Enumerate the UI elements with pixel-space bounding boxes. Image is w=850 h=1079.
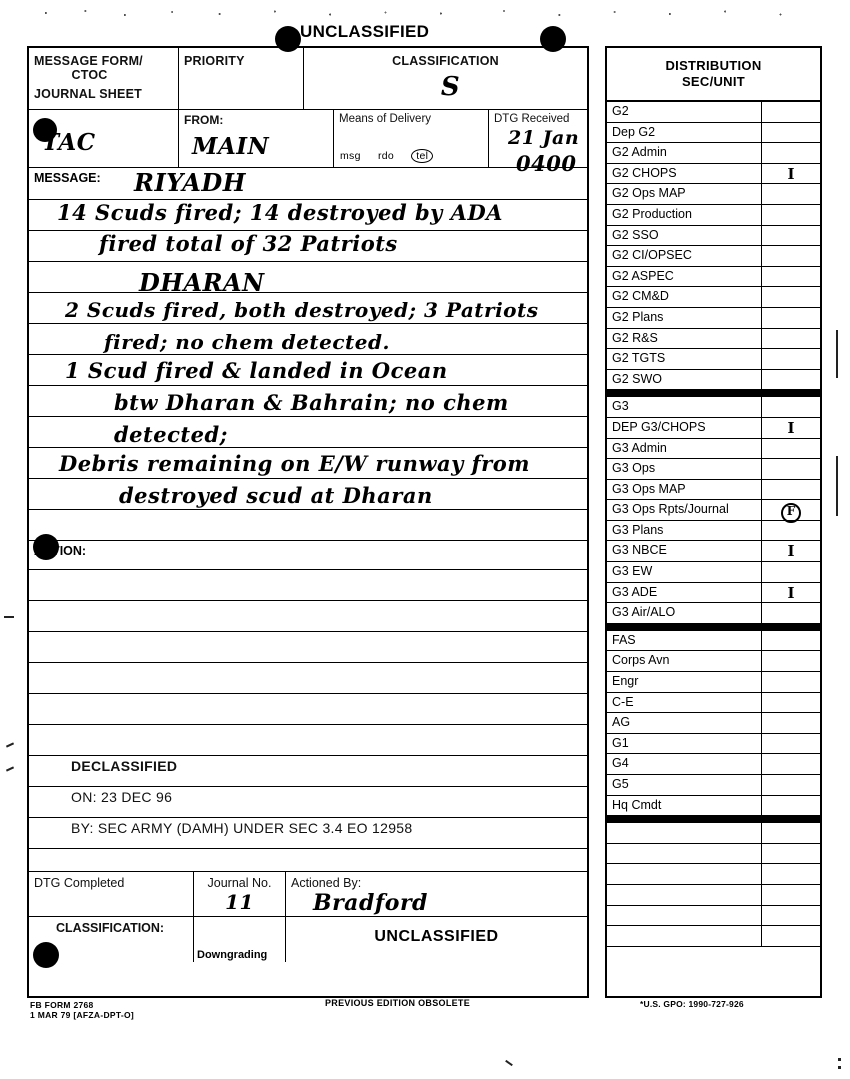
scan-artifact [4,616,14,618]
distribution-row[interactable] [607,102,820,123]
distribution-row-name: C-E [607,693,762,713]
distribution-row-name: Corps Avn [607,651,762,671]
distribution-row[interactable] [607,267,820,288]
message-line-7: 1 Scud fired & landed in Ocean [65,358,448,383]
distribution-row-mark-circled: F [781,503,801,523]
form-title-cell [29,48,179,109]
declassified-line-3: BY: SEC ARMY (DAMH) UNDER SEC 3.4 EO 12958 [71,820,413,836]
message-line-9: detected; [114,422,228,447]
distribution-row[interactable] [607,329,820,350]
distribution-row[interactable] [607,123,820,144]
downgrading-label: Downgrading [197,949,268,961]
distribution-row-name: G2 Production [607,205,762,225]
classification-value: S [440,72,461,102]
distribution-row-mark[interactable] [762,102,820,122]
distribution-row[interactable] [607,500,820,521]
distribution-row-name: G4 [607,754,762,774]
distribution-row-name: G2 [607,102,762,122]
distribution-row-mark[interactable] [762,823,820,843]
message-line-4: DHARAN [139,268,265,297]
distribution-row-mark[interactable] [762,672,820,692]
distribution-row-mark[interactable] [762,864,820,884]
distribution-row-name: G3 Ops Rpts/Journal [607,500,762,520]
distribution-row[interactable] [607,713,820,734]
message-form [27,46,589,998]
distribution-row-mark[interactable] [762,246,820,266]
distribution-row-mark[interactable] [762,631,820,651]
message-line-0: RIYADH [134,168,246,197]
distribution-row-name [607,864,762,884]
distribution-row[interactable] [607,906,820,927]
distribution-row-mark[interactable] [762,651,820,671]
distribution-row[interactable] [607,349,820,370]
classification-banner-top: UNCLASSIFIED [300,22,430,41]
distribution-row[interactable] [607,521,820,542]
distribution-row-name: DEP G3/CHOPS [607,418,762,438]
distribution-row-name [607,885,762,905]
distribution-row-mark[interactable] [762,775,820,795]
classification-cell[interactable] [304,48,587,109]
distribution-row-mark[interactable] [762,500,820,520]
means-of-delivery-options[interactable] [340,149,447,163]
distribution-row[interactable] [607,418,820,439]
distribution-row-name: G2 CHOPS [607,164,762,184]
distribution-row-name: G1 [607,734,762,754]
distribution-row-name: Hq Cmdt [607,796,762,816]
message-line-11: destroyed scud at Dharan [119,483,433,508]
message-line-5: 2 Scuds fired, both destroyed; 3 Patriots [65,298,539,322]
form-header-row [29,48,587,110]
message-line-2: fired total of 32 Patriots [99,231,398,256]
action-block[interactable] [29,541,587,872]
to-cell[interactable] [29,110,179,167]
distribution-row-mark[interactable] [762,143,820,163]
distribution-row[interactable] [607,287,820,308]
scan-artifact [6,766,14,771]
means-option-msg[interactable]: msg [340,150,361,162]
distribution-row[interactable] [607,796,820,817]
distribution-row-mark[interactable] [762,123,820,143]
message-line-6: fired; no chem detected. [104,330,390,354]
previous-edition-notice: PREVIOUS EDITION OBSOLETE [325,998,471,1008]
distribution-row-mark[interactable] [762,521,820,541]
distribution-row-mark[interactable] [762,349,820,369]
message-line-1: 14 Scuds fired; 14 destroyed by ADA [57,200,503,225]
form-title-line2: CTOC [71,68,108,82]
distribution-row-mark[interactable] [762,885,820,905]
distribution-row[interactable] [607,672,820,693]
distribution-row-name: G3 Plans [607,521,762,541]
distribution-row-name: G2 SWO [607,370,762,390]
distribution-row-name: G2 CI/OPSEC [607,246,762,266]
scan-artifact [836,330,838,378]
classification-bottom-cell [286,917,587,962]
distribution-row[interactable] [607,397,820,418]
distribution-row-name: G3 NBCE [607,541,762,561]
distribution-section-separator [607,624,820,631]
distribution-row[interactable] [607,693,820,714]
message-block[interactable] [29,168,587,541]
distribution-row[interactable] [607,562,820,583]
distribution-row[interactable] [607,226,820,247]
message-label: MESSAGE: [34,171,101,185]
message-line-10: Debris remaining on E/W runway from [59,451,530,476]
distribution-row-mark[interactable] [762,226,820,246]
downgrading-cell[interactable] [194,917,286,962]
distribution-row[interactable] [607,844,820,865]
distribution-row[interactable] [607,459,820,480]
means-of-delivery-cell[interactable] [334,110,489,167]
scan-artifact [6,742,14,747]
distribution-row[interactable] [607,754,820,775]
distribution-row[interactable] [607,603,820,624]
priority-label: PRIORITY [184,54,245,68]
from-label: FROM: [184,113,224,127]
distribution-row-mark[interactable] [762,754,820,774]
distribution-row-name: G3 Ops MAP [607,480,762,500]
distribution-row-mark[interactable] [762,562,820,582]
distribution-row-name: G2 TGTS [607,349,762,369]
distribution-table [605,46,822,998]
distribution-row-mark[interactable] [762,459,820,479]
distribution-row-name: G3 Ops [607,459,762,479]
distribution-row-name [607,906,762,926]
distribution-row-mark[interactable] [762,184,820,204]
actioned-by-label: Actioned By: [291,876,362,890]
distribution-row-name: G2 SSO [607,226,762,246]
means-option-tel[interactable]: tel [411,149,433,163]
form-number-line2: 1 MAR 79 [AFZA-DPT-O] [30,1010,135,1020]
actioned-by-value: Bradford [313,890,428,916]
scan-artifact [505,1060,513,1066]
distribution-row-name: G3 EW [607,562,762,582]
distribution-row-name [607,823,762,843]
distribution-row-mark[interactable] [762,370,820,390]
from-value: MAIN [192,133,270,160]
action-label: ACTION: [34,544,87,558]
distribution-row-mark[interactable] [762,926,820,946]
journal-no-value: 11 [225,890,254,914]
distribution-row-mark[interactable] [762,439,820,459]
distribution-row[interactable] [607,370,820,391]
message-line-8: btw Dharan & Bahrain; no chem [114,390,509,415]
distribution-row[interactable] [607,541,820,562]
distribution-row[interactable] [607,184,820,205]
form-footer-row-2 [29,917,587,962]
distribution-row-name: G3 [607,397,762,417]
distribution-row-name: G3 ADE [607,583,762,603]
distribution-row[interactable] [607,651,820,672]
distribution-row-mark[interactable]: I [787,164,795,183]
distribution-row-mark[interactable] [762,329,820,349]
form-routing-row [29,110,587,176]
distribution-row-name [607,844,762,864]
means-option-rdo[interactable]: rdo [377,150,395,162]
classification-label: CLASSIFICATION [392,54,499,68]
classification-footer-label: CLASSIFICATION: [56,921,165,935]
scan-artifact [838,1066,841,1069]
from-cell[interactable] [179,110,334,167]
distribution-row-mark[interactable] [762,713,820,733]
distribution-header [607,48,820,102]
declassified-line-1: DECLASSIFIED [71,758,178,774]
distribution-row-name: G2 CM&D [607,287,762,307]
distribution-header-line1: DISTRIBUTION [665,58,762,73]
journal-no-label: Journal No. [207,876,272,890]
scan-noise-strip [30,8,820,18]
dtg-completed-label: DTG Completed [34,876,125,890]
distribution-rows [607,102,820,947]
form-number [30,1000,134,1020]
form-title-line1: MESSAGE FORM/ [34,54,143,68]
distribution-row-mark[interactable] [762,844,820,864]
distribution-row[interactable] [607,439,820,460]
distribution-row-mark[interactable] [762,480,820,500]
classification-banner-bottom: UNCLASSIFIED [374,928,499,945]
distribution-row-name: Dep G2 [607,123,762,143]
distribution-row[interactable] [607,631,820,652]
distribution-row-mark[interactable]: I [787,418,795,437]
distribution-row[interactable] [607,143,820,164]
distribution-row[interactable] [607,823,820,844]
distribution-row-name: AG [607,713,762,733]
distribution-row-name: G2 ASPEC [607,267,762,287]
distribution-row[interactable] [607,583,820,604]
gpo-notice: *U.S. GPO: 1990-727-926 [640,999,744,1009]
actioned-by-cell[interactable] [286,872,587,916]
means-of-delivery-label: Means of Delivery [339,113,432,125]
distribution-row-name: G2 Ops MAP [607,184,762,204]
distribution-row-mark[interactable]: I [787,583,795,602]
distribution-section-separator [607,390,820,397]
distribution-row-name: Engr [607,672,762,692]
dtg-received-cell[interactable] [489,110,587,176]
distribution-row[interactable] [607,164,820,185]
distribution-row[interactable] [607,734,820,755]
distribution-row-name: G2 R&S [607,329,762,349]
classification-footer-cell[interactable] [29,917,194,962]
distribution-row[interactable] [607,205,820,226]
form-title-line3: JOURNAL SHEET [34,87,142,101]
dtg-received-label: DTG Received [494,113,570,125]
distribution-row[interactable] [607,864,820,885]
distribution-row[interactable] [607,926,820,947]
distribution-row-name: G3 Admin [607,439,762,459]
distribution-row-name: G3 Air/ALO [607,603,762,623]
distribution-row-mark[interactable] [762,906,820,926]
distribution-row-name: G2 Admin [607,143,762,163]
distribution-row[interactable] [607,775,820,796]
to-value: TAC [42,129,96,156]
distribution-row-mark[interactable] [762,205,820,225]
form-number-line1: FB FORM 2768 [30,1000,94,1010]
distribution-row-mark[interactable] [762,267,820,287]
distribution-row-name: FAS [607,631,762,651]
distribution-row-name [607,926,762,946]
distribution-row-mark[interactable] [762,693,820,713]
scan-artifact [836,456,838,516]
priority-cell[interactable] [179,48,304,109]
distribution-row[interactable] [607,246,820,267]
distribution-row[interactable] [607,885,820,906]
distribution-section-separator [607,816,820,823]
distribution-row-mark[interactable] [762,287,820,307]
distribution-row-name: G2 Plans [607,308,762,328]
scan-artifact [838,1058,841,1061]
distribution-row-mark[interactable] [762,397,820,417]
distribution-row-mark[interactable] [762,308,820,328]
dtg-completed-cell[interactable] [29,872,194,916]
distribution-row-mark[interactable]: I [787,542,795,561]
distribution-row-name: G5 [607,775,762,795]
dtg-received-date: 21 Jan [508,127,580,149]
distribution-row-mark[interactable] [762,734,820,754]
declassified-line-2: ON: 23 DEC 96 [71,789,173,805]
distribution-row[interactable] [607,308,820,329]
distribution-row[interactable] [607,480,820,501]
journal-no-cell[interactable] [194,872,286,916]
distribution-header-line2: SEC/UNIT [681,74,746,89]
dtg-received-time: 0400 [516,151,577,176]
distribution-row-mark[interactable] [762,603,820,623]
form-footer-row-1 [29,872,587,917]
distribution-row-mark[interactable] [762,796,820,816]
